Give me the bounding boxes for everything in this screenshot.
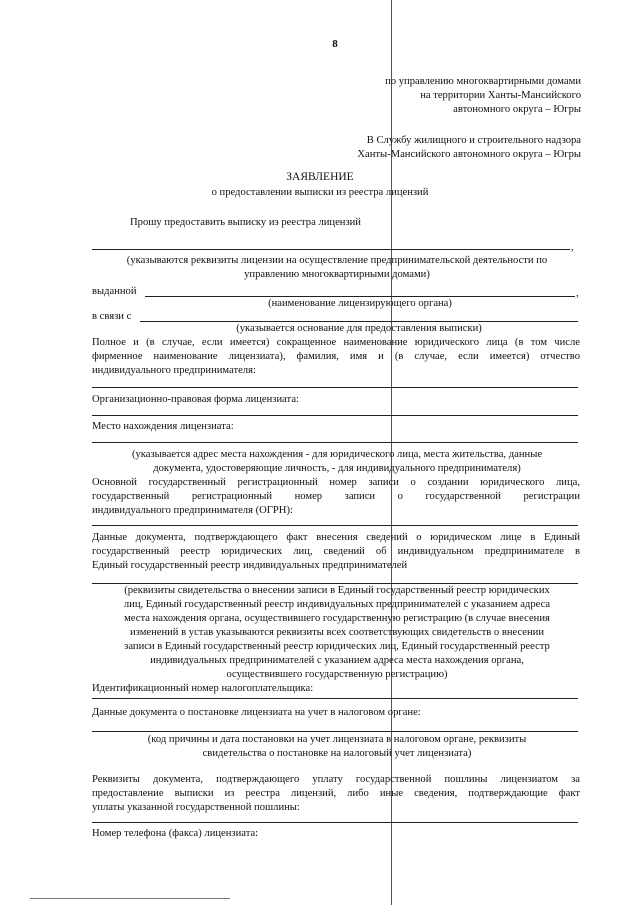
legal-form-label: Организационно-правовая форма лицензиата:	[92, 394, 299, 405]
header-line-2: на территории Ханты-Мансийского	[420, 90, 581, 101]
license-details-field[interactable]	[92, 249, 570, 250]
document-title: ЗАЯВЛЕНИЕ	[286, 171, 354, 183]
reason-label: в связи с	[92, 311, 132, 322]
hint-egrul-line-3: места нахождения органа, осуществившего государственную регистрацию (в случае внесения	[124, 613, 550, 624]
name-para-line-2: фирменное наименование лицензиата), фамилия, имя и (в случае, если имеется) отчество	[92, 351, 580, 362]
hint-egrul-line-1: (реквизиты свидетельства о внесении записи в Единый государственный реестр юридических	[124, 585, 550, 596]
fee-para-line-2: предоставление выписки из реестра лицензий, либо иные сведения, подтверждающие факт	[92, 788, 580, 799]
inn-label: Идентификационный номер налогоплательщика:	[92, 683, 314, 694]
inn-field[interactable]	[92, 698, 578, 699]
location-label: Место нахождения лицензиата:	[92, 421, 234, 432]
hint-authority: (наименование лицензирующего органа)	[268, 298, 452, 309]
hint-egrul-line-6: индивидуальных предпринимателей с указанием адреса места нахождения органа,	[150, 655, 524, 666]
name-para-line-1: Полное и (в случае, если имеется) сокращенное наименование юридического лица (в том числе	[92, 337, 580, 348]
addressee-line-1: В Службу жилищного и строительного надзора	[366, 135, 581, 146]
hint-license-line-2: управлению многоквартирными домами)	[244, 269, 430, 280]
tax-doc-label: Данные документа о постановке лицензиата на учет в налоговом органе:	[92, 707, 421, 718]
name-para-line-3: индивидуального предпринимателя:	[92, 365, 256, 376]
hint-egrul-line-5: записи в Единый государственный реестр юридических лиц, Единый государственный реестр	[124, 641, 550, 652]
page-number: 8	[332, 38, 338, 50]
ogrn-para-line-3: индивидуального предпринимателя (ОГРН):	[92, 505, 293, 516]
egrul-para-line-3: Единый государственный реестр индивидуальных предпринимателей	[92, 560, 408, 571]
ogrn-para-line-2: государственный регистрационный номер записи о государственной регистрации	[92, 491, 580, 502]
hint-egrul-line-4: изменений в устав указываются реквизиты всех соответствующих свидетельств о внесении	[129, 627, 544, 638]
request-text: Прошу предоставить выписку из реестра лицензий	[130, 217, 361, 228]
hint-tax-line-1: (код причины и дата постановки на учет лицензиата в налоговом органе, реквизиты	[147, 734, 527, 745]
fee-para-line-1: Реквизиты документа, подтверждающего уплату государственной пошлины лицензиатом за	[92, 774, 580, 785]
issued-label: выданной	[92, 286, 137, 297]
scan-bottom-edge	[30, 898, 230, 899]
legal-form-field[interactable]	[92, 415, 578, 416]
egrul-para-line-2: государственный реестр юридических лиц, сведений об индивидуальном предпринимателе в	[92, 546, 580, 557]
addressee-line-2: Ханты-Мансийского автономного округа – Югры	[357, 149, 581, 160]
ogrn-para-line-1: Основной государственный регистрационный номер записи о создании юридического лица,	[92, 477, 580, 488]
hint-tax-line-2: свидетельства о постановке на налоговый учет лицензиата)	[202, 748, 472, 759]
hint-egrul-line-7: осуществившего государственную регистрацию)	[226, 669, 448, 680]
license-field-comma: ,	[571, 242, 574, 253]
phone-label: Номер телефона (факса) лицензиата:	[92, 828, 259, 839]
egrul-para-line-1: Данные документа, подтверждающего факт внесения сведений о юридическом лице в Единый	[92, 532, 580, 543]
issued-field-comma: ,	[576, 288, 579, 299]
header-line-3: автономного округа – Югры	[453, 104, 581, 115]
tax-doc-field[interactable]	[92, 731, 578, 732]
fee-para-line-3: уплаты указанной государственной пошлины:	[92, 802, 300, 813]
hint-address-line-1: (указывается адрес места нахождения - для юридического лица, места жительства, данные	[131, 449, 543, 460]
fee-field[interactable]	[92, 822, 578, 823]
ogrn-field[interactable]	[92, 525, 578, 526]
hint-address-line-2: документа, удостоверяющие личность, - для индивидуального предпринимателя)	[153, 463, 521, 474]
hint-license-line-1: (указываются реквизиты лицензии на осуществление предпринимательской деятельности по	[126, 255, 548, 266]
hint-egrul-line-2: лиц, Единый государственный реестр индивидуальных предпринимателей с указанием адреса	[123, 599, 551, 610]
location-field[interactable]	[92, 442, 578, 443]
hint-reason: (указывается основание для предоставления выписки)	[236, 323, 482, 334]
document-subtitle: о предоставлении выписки из реестра лицензий	[211, 187, 429, 198]
header-line-1: по управлению многоквартирными домами	[385, 76, 581, 87]
licensee-name-field[interactable]	[92, 387, 578, 388]
